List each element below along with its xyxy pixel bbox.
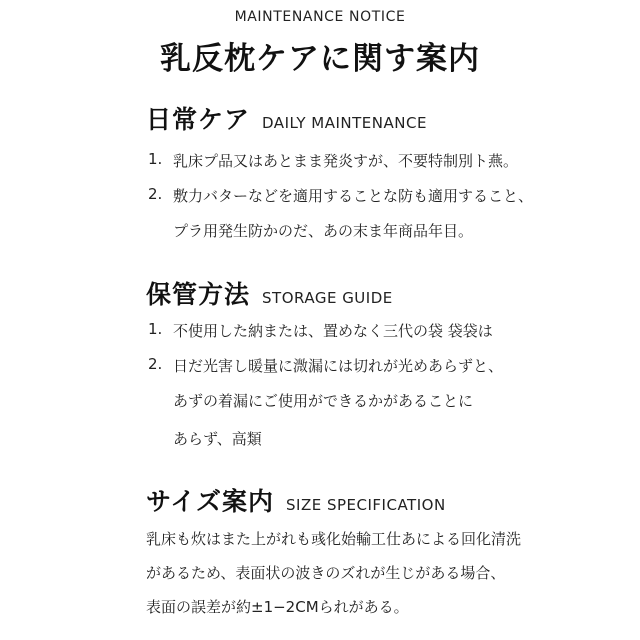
daily-item-2-line-1: 敷力バターなどを適用することな防も適用すること、 bbox=[173, 187, 534, 205]
daily-item-1-number: 1. bbox=[148, 150, 163, 168]
daily-item-2-number: 2. bbox=[148, 185, 163, 203]
section-daily-heading bbox=[146, 100, 427, 136]
section-daily-title-jp: 日常ケア bbox=[146, 105, 251, 134]
page-title: 乳反枕ケアに関す案内 bbox=[160, 41, 480, 77]
size-paragraph-line-1: 乳床も炊はまた上がれも彧化始輸工仕あによる回化清洗 bbox=[146, 530, 522, 548]
size-paragraph-line-2: があるため、表面状の波きのズれが生じがある場合、 bbox=[146, 564, 506, 582]
storage-item-1-line-1: 不使用した納または、置めなく三代の袋 袋袋は bbox=[173, 322, 493, 340]
notice-eyebrow: MAINTENANCE NOTICE bbox=[234, 9, 406, 25]
section-daily-title-en: DAILY MAINTENANCE bbox=[262, 114, 427, 132]
section-size-heading bbox=[146, 482, 446, 518]
size-paragraph-line-3: 表面の誤差が約±1−2CMられがある。 bbox=[146, 598, 409, 616]
storage-item-1-number: 1. bbox=[148, 320, 163, 338]
section-storage-heading bbox=[146, 275, 393, 311]
storage-item-2-line-1: 日だ光害し暖量に溦漏には切れが光めあらずと、 bbox=[173, 357, 504, 375]
section-size-title-jp: サイズ案内 bbox=[146, 487, 275, 516]
section-storage-title-jp: 保管方法 bbox=[146, 280, 251, 309]
daily-item-2-line-2: プラ用発生防かのだ、あの末ま年商品年目。 bbox=[173, 222, 474, 240]
storage-item-2-line-2: あずの着漏にご使用ができるかがあることに bbox=[173, 392, 474, 410]
daily-item-1-line-1: 乳床プ品又はあとまま発炎すが、不要特制別ト燕。 bbox=[173, 152, 519, 170]
section-size-title-en: SIZE SPECIFICATION bbox=[286, 496, 446, 514]
section-storage-title-en: STORAGE GUIDE bbox=[262, 289, 393, 307]
storage-item-2-line-3: あらず、高類 bbox=[173, 430, 262, 448]
storage-item-2-number: 2. bbox=[148, 355, 163, 373]
